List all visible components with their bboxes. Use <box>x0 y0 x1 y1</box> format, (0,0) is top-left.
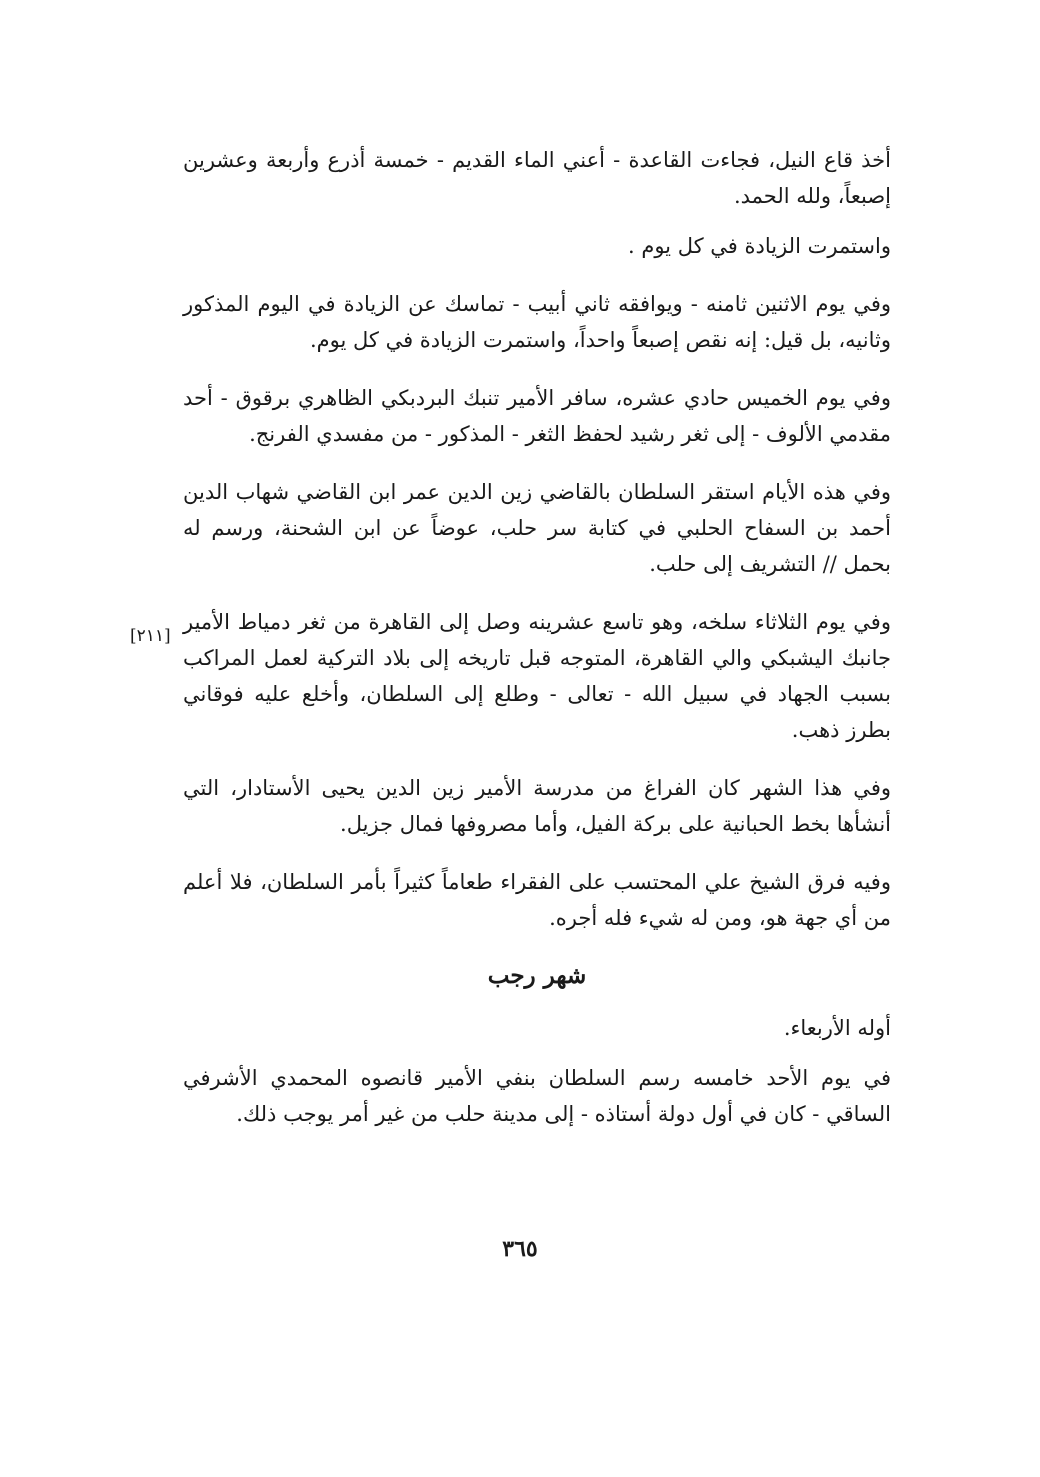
paragraph-increase-continued: واستمرت الزيادة في كل يوم . <box>627 234 891 258</box>
paragraph-thursday-eleventh: وفي يوم الخميس حادي عشره، سافر الأمير تنبك البردبكي الظاهري برقوق - أحد مقدمي الألوف - إلى ثغر رشيد لحفظ الثغر - المذكور - من مفسدي الفرنج. <box>183 386 891 446</box>
margin-folio-note: [٢١١] <box>130 626 171 646</box>
page-body <box>183 142 891 1154</box>
paragraph-food-distribution: وفيه فرق الشيخ علي المحتسب على الفقراء طعاماً كثيراً بأمر السلطان، فلا أعلم من أي جهة هو، ومن له شيء فله أجره. <box>183 870 891 930</box>
paragraph-nile-measure: أخذ قاع النيل، فجاءت القاعدة - أعني الماء القديم - خمسة أذرع وأربعة وعشرين إصبعاً، ولله الحمد. <box>183 148 891 208</box>
paragraph-tuesday-last-day: وفي يوم الثلاثاء سلخه، وهو تاسع عشرينه وصل إلى القاهرة من ثغر دمياط الأمير جانبك اليشبكي والي القاهرة، المتوجه قبل تاريخه إلى بلاد التركية لعمل المراكب بسبب الجهاد في سبيل الله - تعالى - وطلع إلى السلطان، وأخلع عليه فوقاني بطرز ذهب. <box>183 610 891 742</box>
paragraph-aleppo-secretary: وفي هذه الأيام استقر السلطان بالقاضي زين الدين عمر ابن القاضي شهاب الدين أحمد بن السفاح الحلبي في كتابة سر حلب، عوضاً عن ابن الشحنة، ورسم له بحمل // التشريف إلى حلب. <box>183 480 891 576</box>
paragraph-rajab-first-day: أوله الأربعاء. <box>783 1016 891 1040</box>
paragraph-monday-eighth: وفي يوم الاثنين ثامنه - ويوافقه ثاني أبيب - تماسك عن الزيادة في اليوم المذكور وثانيه، بل قيل: إنه نقص إصبعاً واحداً، واستمرت الزيادة في كل يوم. <box>183 292 891 352</box>
paragraph-rajab-sunday-fifth: في يوم الأحد خامسه رسم السلطان بنفي الأمير قانصوه المحمدي الأشرفي الساقي - كان في أول دولة أستاذه - إلى مدينة حلب من غير أمر يوجب ذلك. <box>183 1066 891 1126</box>
page-number: ٣٦٥ <box>502 1236 538 1262</box>
paragraph-madrasa-completed: وفي هذا الشهر كان الفراغ من مدرسة الأمير زين الدين يحيى الأستادار، التي أنشأها بخط الحبانية على بركة الفيل، وأما مصروفها فمال جزيل. <box>183 776 891 836</box>
section-heading-rajab: شهر رجب <box>487 962 587 989</box>
